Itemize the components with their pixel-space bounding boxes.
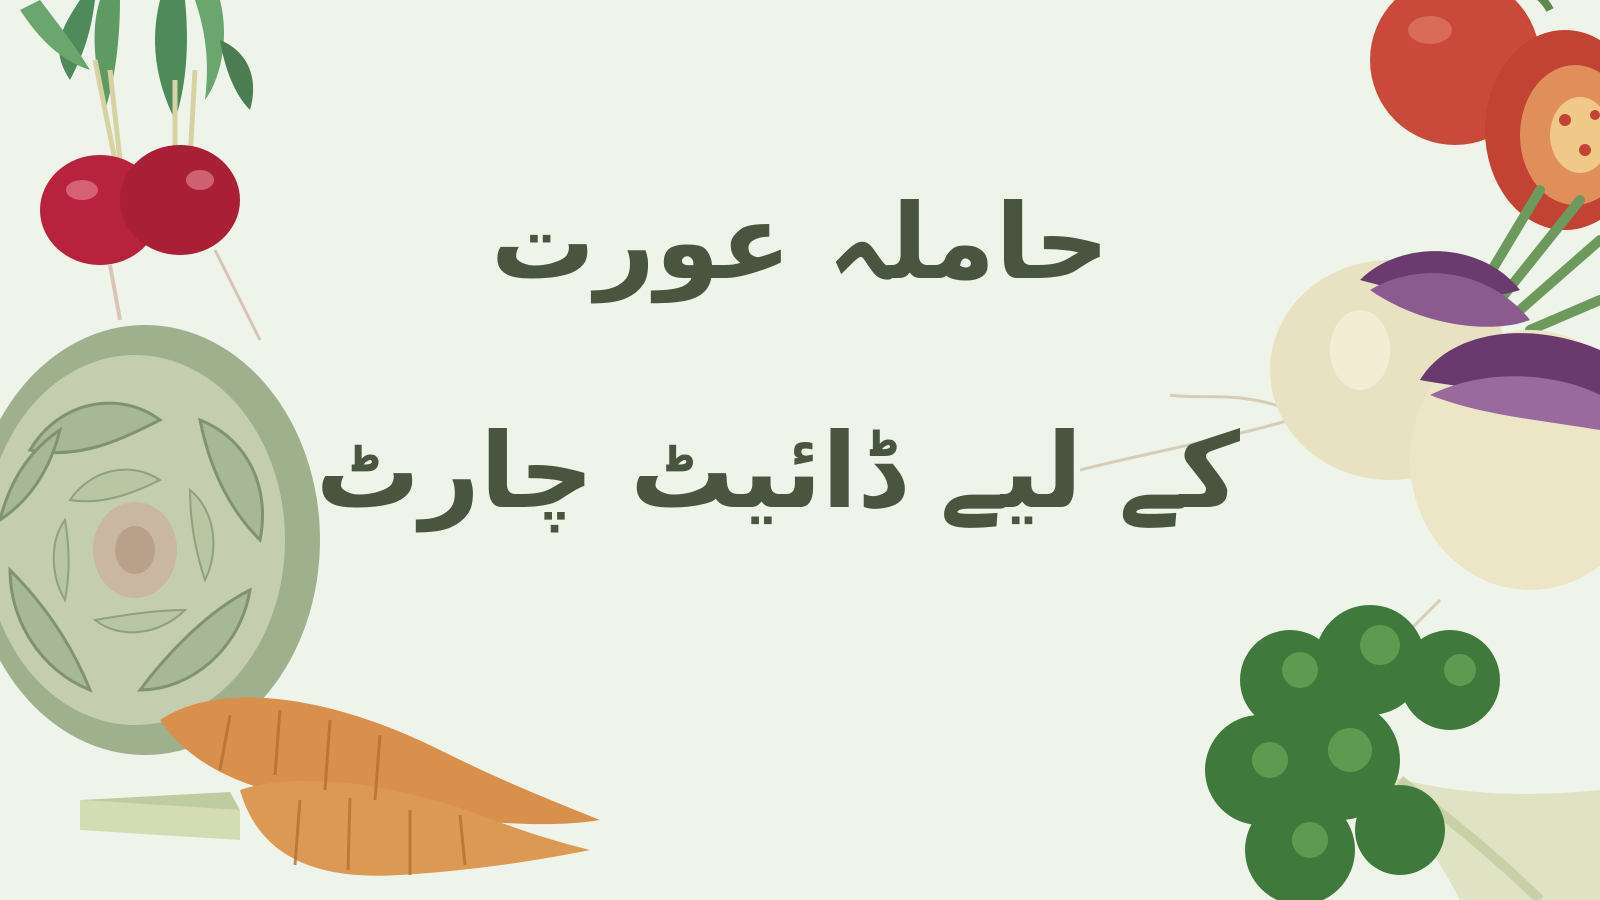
slide-title bbox=[315, 180, 1240, 620]
title-line-2: کے لیے ڈائیٹ چارٹ bbox=[315, 410, 1240, 532]
carrot-icon bbox=[80, 680, 620, 900]
broccoli-icon bbox=[1200, 600, 1600, 900]
radish-icon bbox=[20, 0, 280, 360]
title-line-1: حاملہ عورت bbox=[490, 181, 1110, 303]
